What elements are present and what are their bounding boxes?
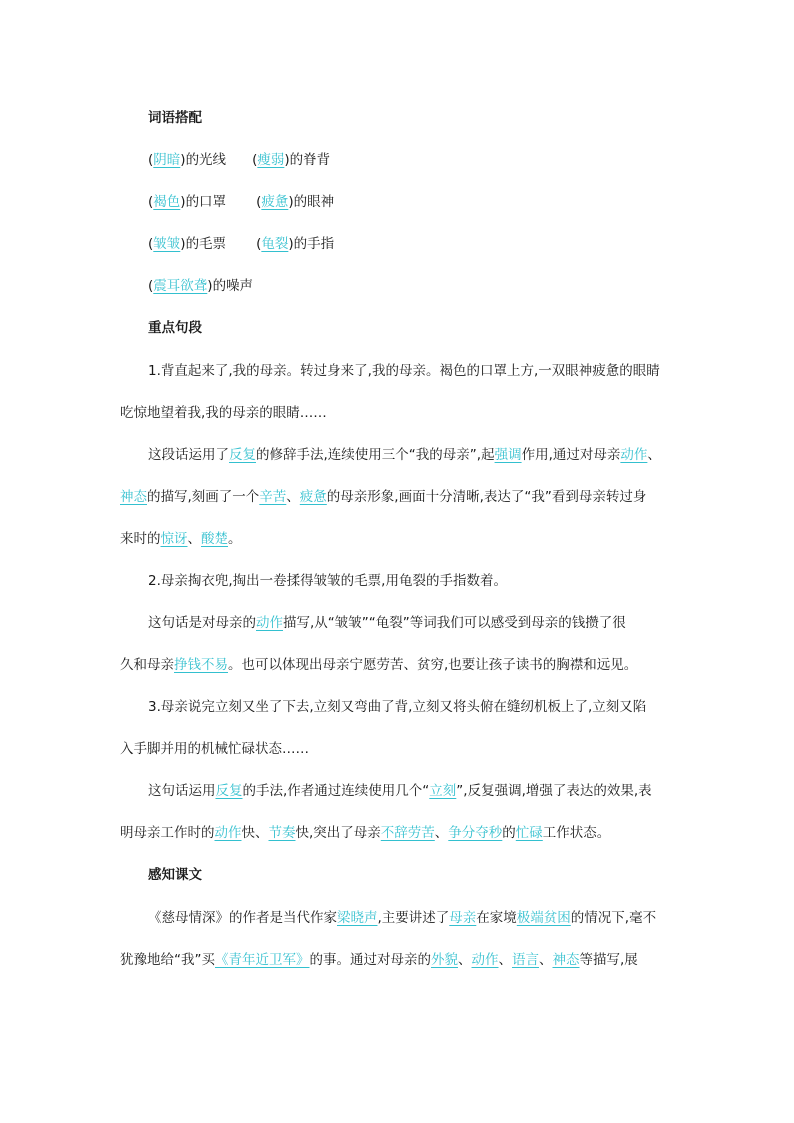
key-passage-1-line-1: 1.背直起来了,我的母亲。转过身来了,我的母亲。褐色的口罩上方,一双眼神疲惫的眼睛 bbox=[148, 363, 660, 379]
summary-line-1: 《慈母情深》的作者是当代作家梁晓声,主要讲述了母亲在家境极端贫困的情况下,毫不 bbox=[148, 910, 657, 926]
vocab-heading: 词语搭配 bbox=[148, 110, 202, 126]
blank-fill: 极端贫困 bbox=[516, 910, 571, 926]
blank-fill: 强调 bbox=[494, 447, 522, 463]
blank-fill: 争分夺秒 bbox=[448, 825, 503, 841]
blank-fill: 疲惫 bbox=[299, 489, 327, 505]
perceive-text-heading: 感知课文 bbox=[148, 867, 202, 883]
blank-fill: 龟裂 bbox=[261, 236, 289, 252]
blank-fill: 动作 bbox=[214, 825, 242, 841]
analysis-1-line-1: 这段话运用了反复的修辞手法,连续使用三个“我的母亲”,起强调作用,通过对母亲动作、 bbox=[148, 447, 661, 463]
vocab-text: 的毛票 bbox=[185, 236, 227, 252]
blank-fill: 动作 bbox=[471, 952, 499, 968]
analysis-1-line-3: 来时的惊讶、酸楚。 bbox=[120, 531, 242, 547]
vocab-row-1: (阴暗)的光线 (瘦弱)的脊背 bbox=[148, 152, 331, 168]
blank-fill: 外貌 bbox=[431, 952, 458, 968]
blank-fill: 反复 bbox=[215, 783, 243, 799]
vocab-row-2: (褐色)的口罩 (疲惫)的眼神 bbox=[148, 194, 335, 210]
blank-fill: 辛苦 bbox=[259, 489, 287, 505]
blank-fill: 褐色 bbox=[153, 194, 181, 210]
vocab-row-4: (震耳欲聋)的噪声 bbox=[148, 278, 254, 294]
blank-fill: 动作 bbox=[620, 447, 648, 463]
blank-fill: 神态 bbox=[120, 489, 147, 505]
blank-fill: 神态 bbox=[552, 952, 580, 968]
blank-fill: 瘦弱 bbox=[257, 152, 285, 168]
vocab-text: 的光线 bbox=[185, 152, 227, 168]
blank-fill: 忙碌 bbox=[515, 825, 543, 841]
blank-fill: 《青年近卫军》 bbox=[215, 952, 310, 968]
key-passages-heading: 重点句段 bbox=[148, 320, 202, 336]
blank-fill: 梁晓声 bbox=[337, 910, 378, 926]
vocab-text: 的眼神 bbox=[293, 194, 335, 210]
blank-fill: 反复 bbox=[229, 447, 256, 463]
blank-fill: 阴暗 bbox=[153, 152, 181, 168]
blank-fill: 挣钱不易 bbox=[174, 657, 228, 673]
blank-fill: 不辞劳苦 bbox=[380, 825, 435, 841]
vocab-text: 的口罩 bbox=[185, 194, 227, 210]
blank-fill: 疲惫 bbox=[261, 194, 289, 210]
blank-fill: 震耳欲聋 bbox=[153, 278, 208, 294]
blank-fill: 酸楚 bbox=[201, 531, 228, 547]
blank-fill: 节奏 bbox=[268, 825, 296, 841]
summary-line-2: 犹豫地给“我”买《青年近卫军》的事。通过对母亲的外貌、动作、语言、神态等描写,展 bbox=[120, 952, 638, 968]
analysis-2-line-2: 久和母亲挣钱不易。也可以体现出母亲宁愿劳苦、贫穷,也要让孩子读书的胸襟和远见。 bbox=[120, 657, 638, 673]
blank-fill: 动作 bbox=[256, 615, 283, 631]
vocab-row-3: (皱皱)的毛票 (龟裂)的手指 bbox=[148, 236, 335, 252]
blank-fill: 皱皱 bbox=[153, 236, 181, 252]
blank-fill: 立刻 bbox=[429, 783, 457, 799]
vocab-text: 的手指 bbox=[293, 236, 335, 252]
analysis-2-line-1: 这句话是对母亲的动作描写,从“皱皱”“龟裂”等词我们可以感受到母亲的钱攒了很 bbox=[148, 615, 626, 631]
analysis-1-line-2: 神态的描写,刻画了一个辛苦、疲惫的母亲形象,画面十分清晰,表达了“我”看到母亲转过身 bbox=[120, 489, 647, 505]
blank-fill: 语言 bbox=[512, 952, 539, 968]
key-passage-1-line-2: 吃惊地望着我,我的母亲的眼睛…… bbox=[120, 405, 327, 421]
vocab-text: 的脊背 bbox=[289, 152, 331, 168]
blank-fill: 惊讶 bbox=[160, 531, 188, 547]
analysis-3-line-2: 明母亲工作时的动作快、节奏快,突出了母亲不辞劳苦、争分夺秒的忙碌工作状态。 bbox=[120, 825, 611, 841]
key-passage-3-line-2: 入手脚并用的机械忙碌状态…… bbox=[120, 741, 309, 757]
blank-fill: 母亲 bbox=[449, 910, 477, 926]
analysis-3-line-1: 这句话运用反复的手法,作者通过连续使用几个“立刻”,反复强调,增强了表达的效果,表 bbox=[148, 783, 652, 799]
vocab-text: 的噪声 bbox=[212, 278, 254, 294]
key-passage-3-line-1: 3.母亲说完立刻又坐了下去,立刻又弯曲了背,立刻又将头俯在缝纫机板上了,立刻又陷 bbox=[148, 699, 647, 715]
key-passage-2: 2.母亲掏衣兜,掏出一卷揉得皱皱的毛票,用龟裂的手指数着。 bbox=[148, 573, 507, 589]
